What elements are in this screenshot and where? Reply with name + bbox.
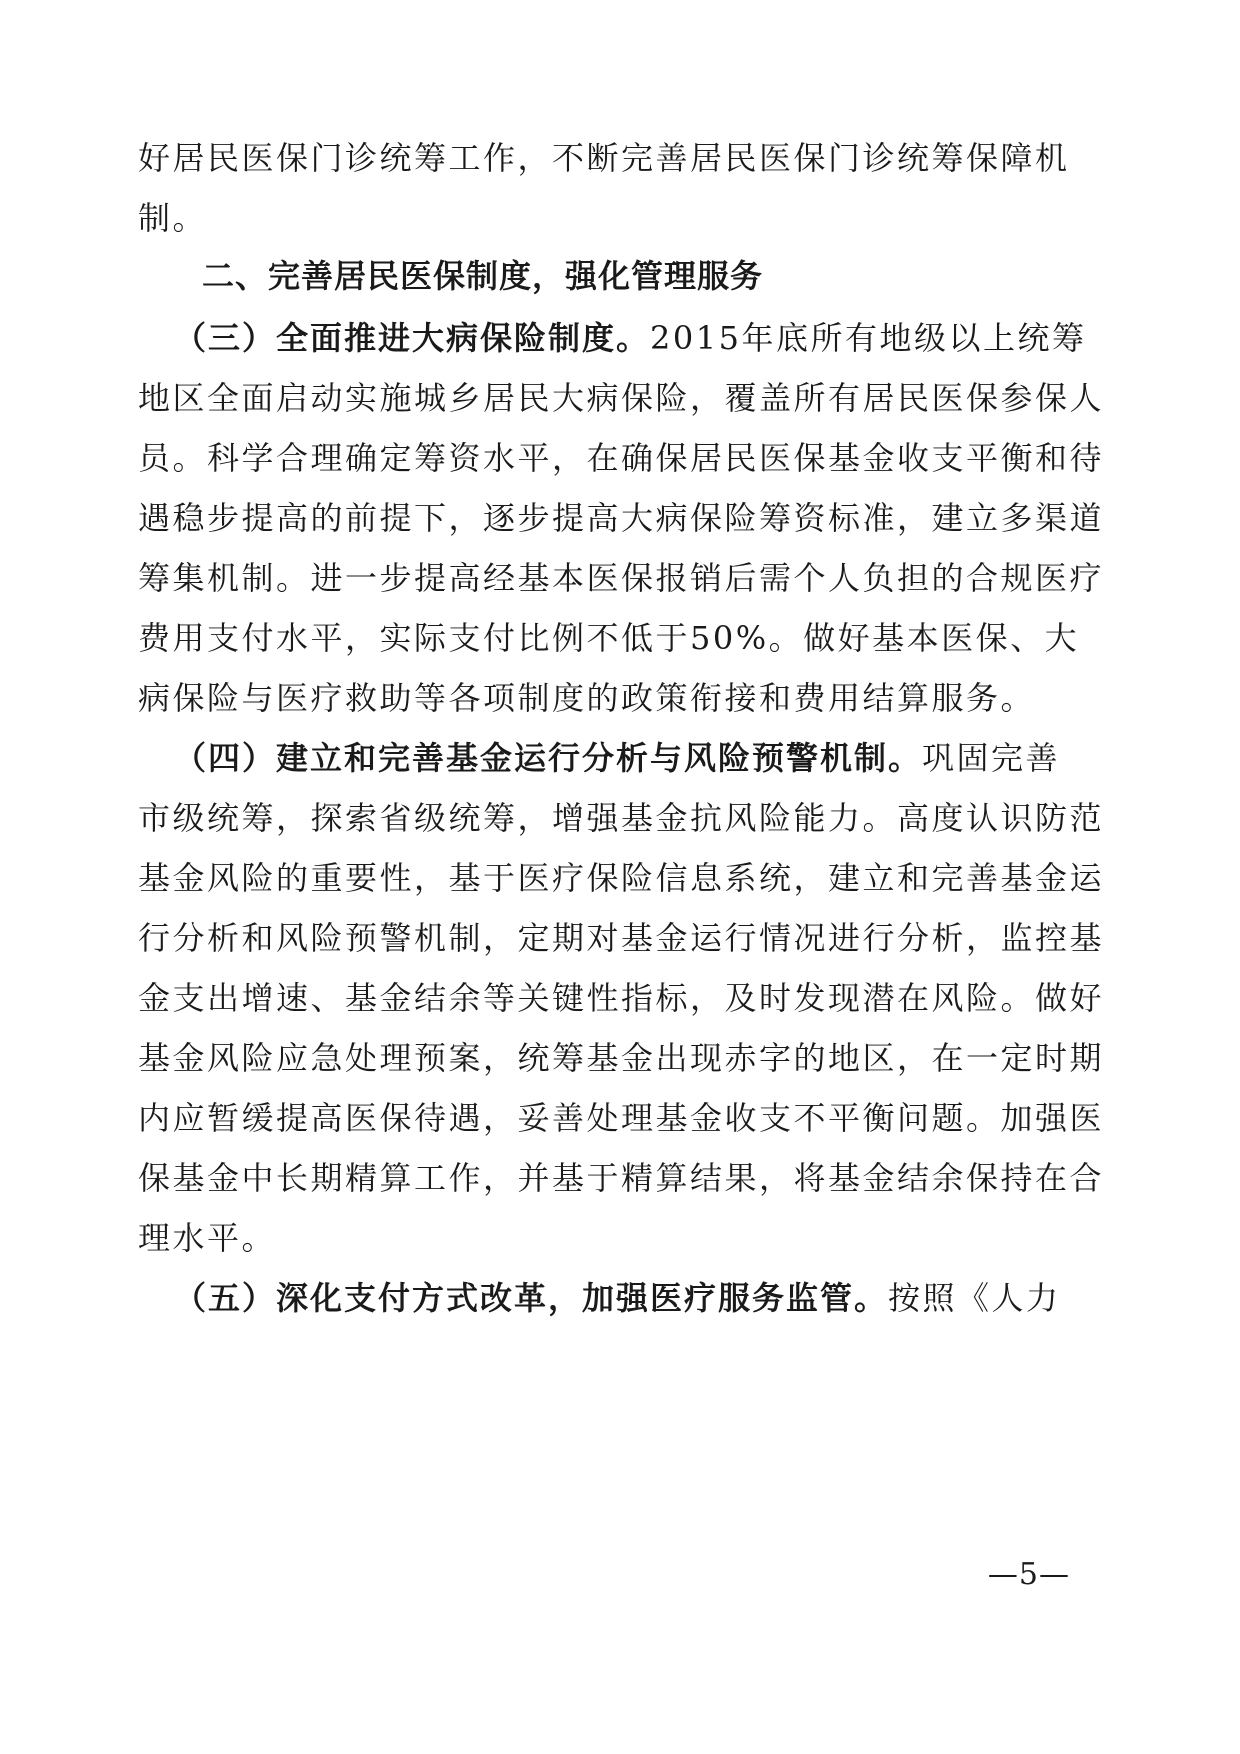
text-line: 病保险与医疗救助等各项制度的政策衔接和费用结算服务。 [138,679,1036,717]
text-line: 制。 [138,199,208,237]
paragraph-first-line [174,738,1060,778]
paragraph-first-line [174,318,1086,358]
text-line: 2015年底所有地级以上统筹 [650,319,1087,357]
text-line: 好居民医保门诊统筹工作，不断完善居民医保门诊统筹保障机 [138,139,1070,177]
text-line: 巩固完善 [922,739,1061,777]
text-line: 基金风险的重要性，基于医疗保险信息系统，建立和完善基金运 [138,859,1105,897]
text-line: 按照《人力 [888,1279,1061,1317]
text-line: 保基金中长期精算工作，并基于精算结果，将基金结余保持在合 [138,1159,1105,1197]
text-line: 理水平。 [138,1219,277,1257]
text-line: 费用支付水平，实际支付比例不低于50%。做好基本医保、大 [138,619,1080,657]
page-number: —5— [987,1557,1070,1592]
text-line: 基金风险应急处理预案，统筹基金出现赤字的地区，在一定时期 [138,1039,1105,1077]
paragraph-lead: （三）全面推进大病保险制度。 [174,319,651,357]
section-heading: 二、完善居民医保制度，强化管理服务 [202,257,764,295]
text-line: 筹集机制。进一步提高经基本医保报销后需个人负担的合规医疗 [138,559,1105,597]
text-line: 内应暂缓提高医保待遇，妥善处理基金收支不平衡问题。加强医 [138,1099,1105,1137]
paragraph-lead: （四）建立和完善基金运行分析与风险预警机制。 [174,739,923,777]
text-line: 金支出增速、基金结余等关键性指标，及时发现潜在风险。做好 [138,979,1105,1017]
text-line: 行分析和风险预警机制，定期对基金运行情况进行分析，监控基 [138,919,1105,957]
text-line: 市级统筹，探索省级统筹，增强基金抗风险能力。高度认识防范 [138,799,1105,837]
paragraph-first-line [174,1278,1061,1318]
text-line: 员。科学合理确定筹资水平，在确保居民医保基金收支平衡和待 [138,439,1105,477]
paragraph-lead: （五）深化支付方式改革，加强医疗服务监管。 [174,1279,889,1317]
text-line: 遇稳步提高的前提下，逐步提高大病保险筹资标准，建立多渠道 [138,499,1105,537]
text-line: 地区全面启动实施城乡居民大病保险，覆盖所有居民医保参保人 [138,379,1105,417]
